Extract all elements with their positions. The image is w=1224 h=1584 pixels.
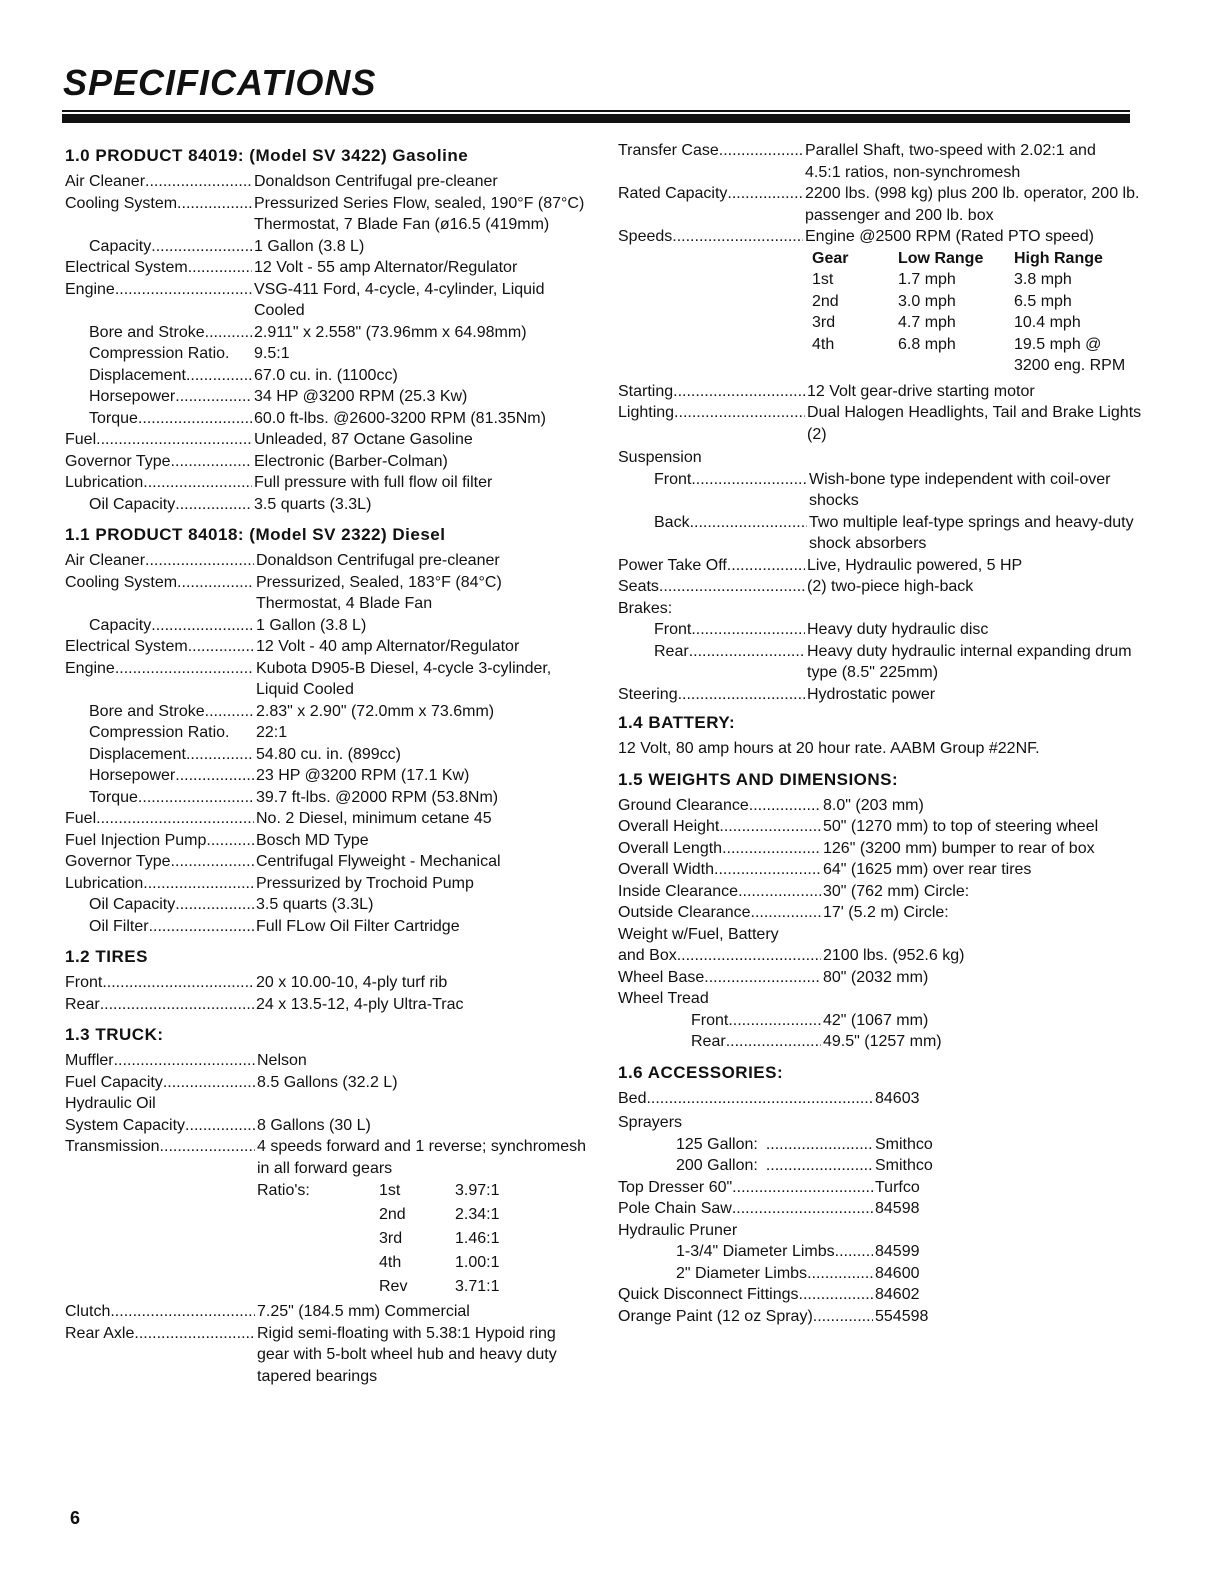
right-column <box>618 140 1148 1327</box>
spec-row: Governor Type ..... Centrifugal Flyweight - Mechanical <box>65 851 590 873</box>
spec-row: Transfer Case ..... Parallel Shaft, two-speed with 2.02:1 and 4.5:1 ratios, non-synchromesh <box>618 140 1148 183</box>
section-heading-1-6: 1.6 ACCESSORIES: <box>618 1062 784 1082</box>
ratio-gear: Rev <box>379 1278 408 1295</box>
spec-row: Oil Filter ..... Full FLow Oil Filter Cartridge <box>65 916 590 938</box>
spec-row: Capacity ..... 1 Gallon (3.8 L) <box>65 236 590 258</box>
spec-row: Engine ..... VSG-411 Ford, 4-cycle, 4-cylinder, Liquid Cooled <box>65 279 590 322</box>
speed-high: 6.5 mph <box>1014 292 1072 310</box>
spec-subheading: Brakes: <box>618 599 673 617</box>
spec-row: 200 Gallon: ..... Smithco <box>618 1155 1148 1177</box>
ratio-gear: 3rd <box>379 1230 403 1247</box>
speed-header: Low Range <box>898 249 984 267</box>
spec-row: Lubrication ..... Full pressure with full flow oil filter <box>65 472 590 494</box>
section-heading-1-4: 1.4 BATTERY: <box>618 713 736 732</box>
spec-subheading: Suspension <box>618 449 702 466</box>
ratio-value: 3.71:1 <box>455 1278 500 1295</box>
spec-row: Fuel ..... Unleaded, 87 Octane Gasoline <box>65 429 590 451</box>
spec-row: Governor Type ..... Electronic (Barber-Colman) <box>65 451 590 473</box>
spec-row: Displacement ..... 54.80 cu. in. (899cc) <box>65 744 590 766</box>
speed-high: 10.4 mph <box>1014 314 1081 331</box>
speed-gear: 3rd <box>812 314 836 331</box>
spec-row: Rear ..... 24 x 13.5-12, 4-ply Ultra-Trac <box>65 994 590 1016</box>
spec-row: Air Cleaner ..... Donaldson Centrifugal pre-cleaner <box>65 550 590 572</box>
spec-subheading: Hydraulic Pruner <box>618 1221 738 1239</box>
spec-row: Pole Chain Saw ..... 84598 <box>618 1198 1148 1220</box>
spec-row: Overall Height ..... 50" (1270 mm) to top of steering wheel <box>618 816 1148 838</box>
spec-row: Electrical System ..... 12 Volt - 40 amp Alternator/Regulator <box>65 636 590 658</box>
spec-row: Compression Ratio. 22:1 <box>89 724 288 741</box>
spec-row: Rear Axle ..... Rigid semi-floating with 5.38:1 Hypoid ring gear with 5-bolt wheel hub and heavy duty tapered bearings <box>65 1323 590 1388</box>
spec-row: Orange Paint (12 oz Spray) ..... 554598 <box>618 1306 1148 1328</box>
spec-row: Displacement ..... 67.0 cu. in. (1100cc) <box>65 365 590 387</box>
spec-row: Back ..... Two multiple leaf-type springs and heavy-duty shock absorbers <box>618 512 1148 555</box>
spec-row: Wheel Base ..... 80" (2032 mm) <box>618 967 1148 989</box>
spec-row: Rear ..... Heavy duty hydraulic internal expanding drum type (8.5" 225mm) <box>618 641 1148 684</box>
spec-row: Inside Clearance ..... 30" (762 mm) Circle: <box>618 881 1148 903</box>
speed-low: 6.8 mph <box>898 335 956 353</box>
gear-ratio-table <box>257 1179 590 1299</box>
spec-row: Electrical System ..... 12 Volt - 55 amp Alternator/Regulator <box>65 257 590 279</box>
spec-subheading: Wheel Tread <box>618 990 709 1007</box>
spec-row: Speeds ..... Engine @2500 RPM (Rated PTO speed) <box>618 226 1148 248</box>
spec-row: Oil Capacity ..... 3.5 quarts (3.3L) <box>65 894 590 916</box>
speed-header: High Range <box>1014 249 1103 267</box>
spec-row: Transmission ..... 4 speeds forward and 1 reverse; synchromesh in all forward gears <box>65 1136 590 1179</box>
speed-low: 4.7 mph <box>898 314 956 331</box>
title-rule-thin <box>62 110 1130 112</box>
spec-row: 1-3/4" Diameter Limbs ..... 84599 <box>618 1241 1148 1263</box>
spec-row: System Capacity ..... 8 Gallons (30 L) <box>65 1115 590 1137</box>
spec-row: Horsepower ..... 34 HP @3200 RPM (25.3 Kw) <box>65 386 590 408</box>
left-column <box>65 140 590 1387</box>
section-heading-1-0: 1.0 PRODUCT 84019: (Model SV 3422) Gasoline <box>65 146 469 165</box>
speed-gear: 4th <box>812 335 835 353</box>
ratio-value: 3.97:1 <box>455 1182 500 1199</box>
spec-row: Overall Width ..... 64" (1625 mm) over rear tires <box>618 859 1148 881</box>
spec-row: Front ..... 20 x 10.00-10, 4-ply turf rib <box>65 972 590 994</box>
spec-subheading: Weight w/Fuel, Battery <box>618 925 779 943</box>
speed-high: 3.8 mph <box>1014 271 1072 288</box>
speed-gear: 2nd <box>812 292 839 310</box>
spec-row: Lighting ..... Dual Halogen Headlights, Tail and Brake Lights (2) <box>618 402 1148 445</box>
ratio-gear: 2nd <box>379 1206 406 1223</box>
page-number: 6 <box>70 1508 81 1528</box>
spec-row: Top Dresser 60" ..... Turfco <box>618 1177 1148 1199</box>
spec-row: Steering ..... Hydrostatic power <box>618 684 1148 706</box>
spec-row: Fuel ..... No. 2 Diesel, minimum cetane 45 <box>65 808 590 830</box>
spec-row: Muffler ..... Nelson <box>65 1050 590 1072</box>
speed-low: 3.0 mph <box>898 292 956 310</box>
spec-subheading: Sprayers <box>618 1114 683 1131</box>
spec-row: Seats ..... (2) two-piece high-back <box>618 576 1148 598</box>
spec-row: Rear ..... 49.5" (1257 mm) <box>618 1031 1148 1053</box>
section-heading-1-2: 1.2 TIRES <box>65 947 148 966</box>
spec-row: Horsepower ..... 23 HP @3200 RPM (17.1 Kw) <box>65 765 590 787</box>
ratio-value: 1.00:1 <box>455 1254 500 1271</box>
spec-row: Lubrication ..... Pressurized by Trochoid Pump <box>65 873 590 895</box>
ratio-gear: 4th <box>379 1254 402 1271</box>
ratio-gear: 1st <box>379 1182 401 1199</box>
spec-row: Air Cleaner ..... Donaldson Centrifugal pre-cleaner <box>65 171 590 193</box>
spec-row: Power Take Off ..... Live, Hydraulic powered, 5 HP <box>618 555 1148 577</box>
spec-row: Quick Disconnect Fittings ..... 84602 <box>618 1284 1148 1306</box>
ratio-label: Ratio's: <box>257 1182 310 1199</box>
spec-row: Rated Capacity ..... 2200 lbs. (998 kg) plus 200 lb. operator, 200 lb. passenger and 200 lb. box <box>618 183 1148 226</box>
spec-row: 2" Diameter Limbs ..... 84600 <box>618 1263 1148 1285</box>
spec-row: and Box ..... 2100 lbs. (952.6 kg) <box>618 945 1148 967</box>
spec-row: Torque ..... 39.7 ft-lbs. @2000 RPM (53.8Nm) <box>65 787 590 809</box>
spec-row: Fuel Injection Pump ..... Bosch MD Type <box>65 830 590 852</box>
spec-row: Outside Clearance ..... 17' (5.2 m) Circle: <box>618 902 1148 924</box>
spec-row: Ground Clearance ..... 8.0" (203 mm) <box>618 795 1148 817</box>
spec-row: Fuel Capacity ..... 8.5 Gallons (32.2 L) <box>65 1072 590 1094</box>
speed-header: Gear <box>812 249 849 267</box>
section-heading-1-5: 1.5 WEIGHTS AND DIMENSIONS: <box>618 769 899 789</box>
speed-gear: 1st <box>812 271 834 288</box>
spec-row: Overall Length ..... 126" (3200 mm) bumper to rear of box <box>618 838 1148 860</box>
page-title: SPECIFICATIONS <box>63 62 377 103</box>
spec-row: Bore and Stroke ..... 2.911" x 2.558" (73.96mm x 64.98mm) <box>65 322 590 344</box>
speed-low: 1.7 mph <box>898 271 956 288</box>
battery-spec: 12 Volt, 80 amp hours at 20 hour rate. AABM Group #22NF. <box>618 740 1040 757</box>
spec-row: Clutch ..... 7.25" (184.5 mm) Commercial <box>65 1301 590 1323</box>
section-heading-1-3: 1.3 TRUCK: <box>65 1025 164 1044</box>
title-rule-thick <box>62 114 1130 123</box>
spec-row: Compression Ratio. 9.5:1 <box>89 345 290 362</box>
spec-row: Bore and Stroke ..... 2.83" x 2.90" (72.0mm x 73.6mm) <box>65 701 590 723</box>
spec-row: Cooling System ..... Pressurized Series Flow, sealed, 190°F (87°C) Thermostat, 7 Blade Fan (ø16.5 (419mm) <box>65 193 590 236</box>
spec-row: 125 Gallon: ..... Smithco <box>618 1134 1148 1156</box>
ratio-value: 2.34:1 <box>455 1206 500 1223</box>
speed-table <box>812 248 1148 377</box>
spec-row: Front ..... Wish-bone type independent with coil-over shocks <box>618 469 1148 512</box>
spec-row: Starting ..... 12 Volt gear-drive starting motor <box>618 381 1148 403</box>
spec-row: Bed ..... 84603 <box>618 1088 1148 1110</box>
spec-subheading: Hydraulic Oil <box>65 1095 156 1112</box>
spec-row: Engine ..... Kubota D905-B Diesel, 4-cycle 3-cylinder, Liquid Cooled <box>65 658 590 701</box>
spec-row: Oil Capacity ..... 3.5 quarts (3.3L) <box>65 494 590 516</box>
spec-row: Front ..... 42" (1067 mm) <box>618 1010 1148 1032</box>
spec-row: Cooling System ..... Pressurized, Sealed, 183°F (84°C) Thermostat, 4 Blade Fan <box>65 572 590 615</box>
spec-row: Capacity ..... 1 Gallon (3.8 L) <box>65 615 590 637</box>
spec-row: Torque ..... 60.0 ft-lbs. @2600-3200 RPM (81.35Nm) <box>65 408 590 430</box>
speed-high: 19.5 mph @ 3200 eng. RPM <box>1014 335 1126 374</box>
ratio-value: 1.46:1 <box>455 1230 500 1247</box>
section-heading-1-1: 1.1 PRODUCT 84018: (Model SV 2322) Diesel <box>65 525 446 544</box>
spec-row: Front ..... Heavy duty hydraulic disc <box>618 619 1148 641</box>
